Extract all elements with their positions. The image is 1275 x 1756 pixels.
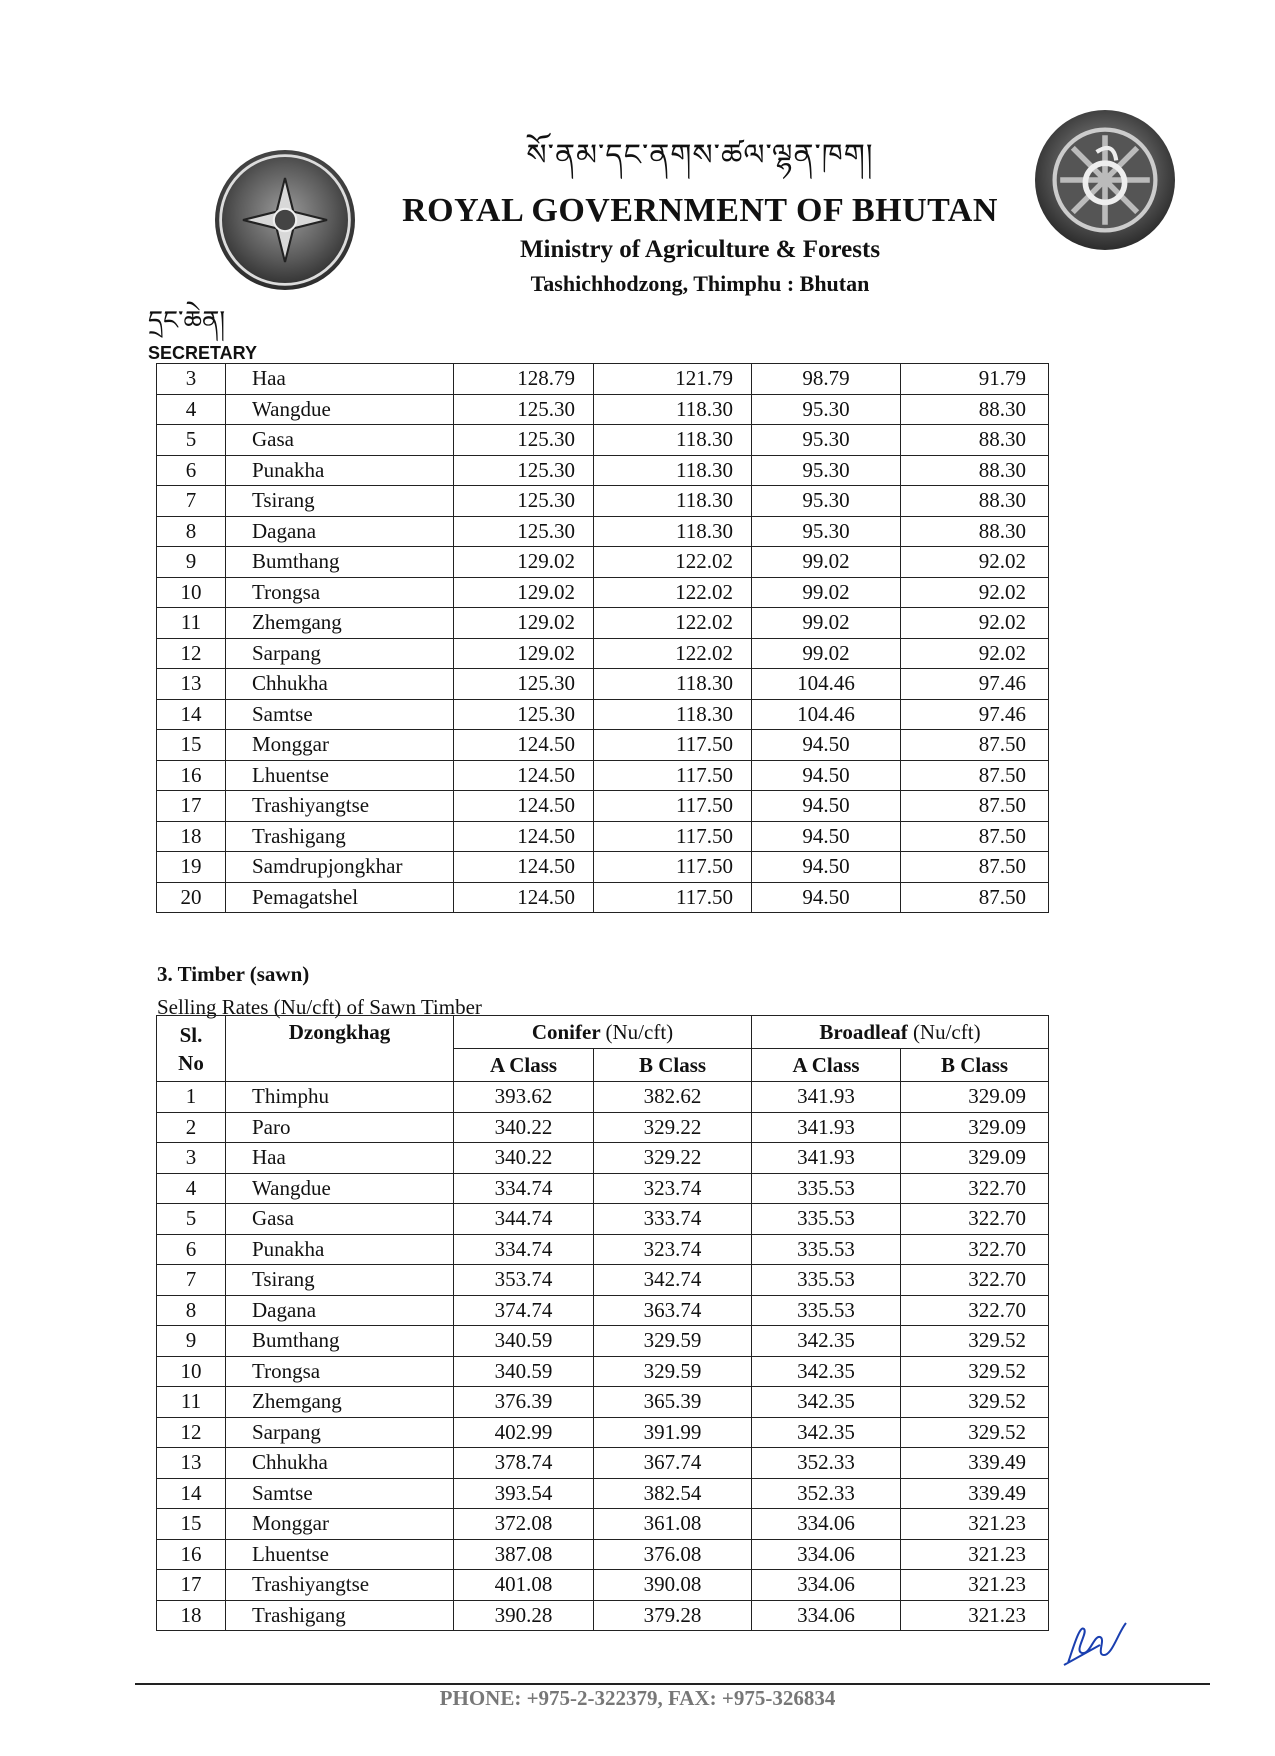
government-title: ROYAL GOVERNMENT OF BHUTAN bbox=[402, 192, 998, 229]
col-header-sl-line2: No bbox=[178, 1050, 204, 1075]
cell-value: 391.99 bbox=[594, 1417, 752, 1448]
cell-value: 94.50 bbox=[752, 852, 901, 883]
cell-value: 340.22 bbox=[454, 1112, 594, 1143]
cell-dzongkhag: Sarpang bbox=[226, 1417, 454, 1448]
table-row bbox=[157, 1295, 1049, 1326]
cell-dzongkhag: Dagana bbox=[226, 1295, 454, 1326]
cell-value: 329.52 bbox=[901, 1387, 1049, 1418]
cell-value: 387.08 bbox=[454, 1539, 594, 1570]
cell-value: 129.02 bbox=[454, 547, 594, 578]
cell-value: 94.50 bbox=[752, 730, 901, 761]
cell-value: 124.50 bbox=[454, 821, 594, 852]
table-row bbox=[157, 1204, 1049, 1235]
table-row bbox=[157, 730, 1049, 761]
cell-value: 118.30 bbox=[594, 516, 752, 547]
cell-dzongkhag: Trashigang bbox=[226, 1600, 454, 1631]
cell-value: 333.74 bbox=[594, 1204, 752, 1235]
cell-dzongkhag: Dagana bbox=[226, 516, 454, 547]
ministry-name: Ministry of Agriculture & Forests bbox=[519, 236, 881, 263]
col-header-conifer-a-class: A Class bbox=[454, 1049, 594, 1082]
table-row bbox=[157, 1143, 1049, 1174]
cell-sl: 15 bbox=[157, 730, 226, 761]
table-row bbox=[157, 638, 1049, 669]
cell-sl: 2 bbox=[157, 1112, 226, 1143]
cell-value: 95.30 bbox=[752, 455, 901, 486]
cell-value: 367.74 bbox=[594, 1448, 752, 1479]
cell-value: 124.50 bbox=[454, 852, 594, 883]
cell-value: 365.39 bbox=[594, 1387, 752, 1418]
table-row bbox=[157, 1173, 1049, 1204]
cell-value: 323.74 bbox=[594, 1173, 752, 1204]
cell-value: 344.74 bbox=[454, 1204, 594, 1235]
cell-value: 363.74 bbox=[594, 1295, 752, 1326]
cell-value: 94.50 bbox=[752, 882, 901, 913]
table-row bbox=[157, 1234, 1049, 1265]
cell-value: 87.50 bbox=[901, 791, 1049, 822]
table-row bbox=[157, 455, 1049, 486]
cell-value: 372.08 bbox=[454, 1509, 594, 1540]
cell-value: 98.79 bbox=[752, 364, 901, 395]
broadleaf-unit: (Nu/cft) bbox=[912, 1020, 981, 1044]
table-row bbox=[157, 547, 1049, 578]
cell-value: 341.93 bbox=[752, 1082, 901, 1113]
cell-value: 322.70 bbox=[901, 1234, 1049, 1265]
cell-value: 87.50 bbox=[901, 760, 1049, 791]
cell-value: 125.30 bbox=[454, 669, 594, 700]
cell-value: 334.74 bbox=[454, 1173, 594, 1204]
cell-value: 118.30 bbox=[594, 394, 752, 425]
cell-value: 125.30 bbox=[454, 516, 594, 547]
cell-dzongkhag: Punakha bbox=[226, 455, 454, 486]
table-row bbox=[157, 1509, 1049, 1540]
table-row bbox=[157, 1417, 1049, 1448]
cell-value: 321.23 bbox=[901, 1539, 1049, 1570]
cell-value: 104.46 bbox=[752, 699, 901, 730]
cell-sl: 10 bbox=[157, 1356, 226, 1387]
table-caption: Selling Rates (Nu/cft) of Sawn Timber bbox=[157, 995, 482, 1019]
cell-dzongkhag: Paro bbox=[226, 1112, 454, 1143]
cell-value: 122.02 bbox=[594, 577, 752, 608]
table-row bbox=[157, 1539, 1049, 1570]
cell-value: 329.22 bbox=[594, 1143, 752, 1174]
table-row bbox=[157, 1600, 1049, 1631]
cell-value: 94.50 bbox=[752, 791, 901, 822]
cell-value: 323.74 bbox=[594, 1234, 752, 1265]
table-row bbox=[157, 1265, 1049, 1296]
cell-value: 99.02 bbox=[752, 638, 901, 669]
cell-dzongkhag: Trongsa bbox=[226, 1356, 454, 1387]
cell-dzongkhag: Gasa bbox=[226, 425, 454, 456]
cell-dzongkhag: Tsirang bbox=[226, 1265, 454, 1296]
cell-value: 92.02 bbox=[901, 547, 1049, 578]
cell-dzongkhag: Lhuentse bbox=[226, 1539, 454, 1570]
cell-value: 335.53 bbox=[752, 1204, 901, 1235]
cell-value: 401.08 bbox=[454, 1570, 594, 1601]
table-row bbox=[157, 1478, 1049, 1509]
cell-value: 393.54 bbox=[454, 1478, 594, 1509]
cell-sl: 9 bbox=[157, 1326, 226, 1357]
cell-value: 335.53 bbox=[752, 1295, 901, 1326]
cell-value: 117.50 bbox=[594, 852, 752, 883]
cell-value: 124.50 bbox=[454, 791, 594, 822]
cell-value: 88.30 bbox=[901, 486, 1049, 517]
cell-value: 122.02 bbox=[594, 547, 752, 578]
broadleaf-label: Broadleaf bbox=[819, 1020, 908, 1044]
col-header-dzongkhag: Dzongkhag bbox=[226, 1016, 454, 1082]
cell-value: 88.30 bbox=[901, 394, 1049, 425]
table-row bbox=[157, 1326, 1049, 1357]
cell-value: 340.22 bbox=[454, 1143, 594, 1174]
cell-value: 87.50 bbox=[901, 821, 1049, 852]
cell-value: 376.08 bbox=[594, 1539, 752, 1570]
cell-value: 402.99 bbox=[454, 1417, 594, 1448]
cell-value: 339.49 bbox=[901, 1448, 1049, 1479]
cell-sl: 9 bbox=[157, 547, 226, 578]
conifer-label: Conifer bbox=[531, 1020, 601, 1044]
cell-value: 118.30 bbox=[594, 699, 752, 730]
table-row bbox=[157, 1356, 1049, 1387]
cell-sl: 8 bbox=[157, 1295, 226, 1326]
cell-value: 117.50 bbox=[594, 791, 752, 822]
col-header-broadleaf-a-class: A Class bbox=[752, 1049, 901, 1082]
table-row bbox=[157, 669, 1049, 700]
table-row bbox=[157, 821, 1049, 852]
cell-sl: 12 bbox=[157, 638, 226, 669]
cell-value: 342.74 bbox=[594, 1265, 752, 1296]
col-header-broadleaf bbox=[752, 1016, 1049, 1049]
cell-dzongkhag: Monggar bbox=[226, 1509, 454, 1540]
cell-value: 95.30 bbox=[752, 394, 901, 425]
cell-value: 352.33 bbox=[752, 1448, 901, 1479]
table-row bbox=[157, 577, 1049, 608]
cell-value: 342.35 bbox=[752, 1326, 901, 1357]
cell-dzongkhag: Haa bbox=[226, 1143, 454, 1174]
cell-dzongkhag: Zhemgang bbox=[226, 608, 454, 639]
cell-dzongkhag: Haa bbox=[226, 364, 454, 395]
cell-value: 122.02 bbox=[594, 608, 752, 639]
cell-value: 378.74 bbox=[454, 1448, 594, 1479]
table-row bbox=[157, 1448, 1049, 1479]
cell-value: 118.30 bbox=[594, 425, 752, 456]
sawn-timber-table bbox=[156, 1015, 1049, 1631]
cell-value: 352.33 bbox=[752, 1478, 901, 1509]
cell-value: 124.50 bbox=[454, 882, 594, 913]
cell-sl: 14 bbox=[157, 1478, 226, 1509]
cell-value: 92.02 bbox=[901, 638, 1049, 669]
cell-sl: 7 bbox=[157, 1265, 226, 1296]
handwritten-signature bbox=[1060, 1615, 1130, 1670]
cell-value: 335.53 bbox=[752, 1265, 901, 1296]
rates-table-continued bbox=[156, 363, 1049, 913]
cell-value: 125.30 bbox=[454, 699, 594, 730]
cell-dzongkhag: Gasa bbox=[226, 1204, 454, 1235]
col-header-conifer bbox=[454, 1016, 752, 1049]
cell-sl: 11 bbox=[157, 1387, 226, 1418]
table-row bbox=[157, 364, 1049, 395]
table-row bbox=[157, 1112, 1049, 1143]
cell-value: 117.50 bbox=[594, 882, 752, 913]
cell-value: 117.50 bbox=[594, 760, 752, 791]
cell-value: 335.53 bbox=[752, 1173, 901, 1204]
cell-value: 334.74 bbox=[454, 1234, 594, 1265]
cell-dzongkhag: Samtse bbox=[226, 1478, 454, 1509]
cell-value: 379.28 bbox=[594, 1600, 752, 1631]
cell-dzongkhag: Wangdue bbox=[226, 394, 454, 425]
ministry-address: Tashichhodzong, Thimphu : Bhutan bbox=[530, 271, 870, 296]
secretary-label: SECRETARY bbox=[148, 343, 258, 363]
cell-value: 104.46 bbox=[752, 669, 901, 700]
cell-sl: 3 bbox=[157, 364, 226, 395]
table-row bbox=[157, 852, 1049, 883]
cell-value: 329.09 bbox=[901, 1143, 1049, 1174]
cell-value: 118.30 bbox=[594, 486, 752, 517]
cell-sl: 13 bbox=[157, 669, 226, 700]
cell-value: 94.50 bbox=[752, 821, 901, 852]
cell-value: 121.79 bbox=[594, 364, 752, 395]
cell-dzongkhag: Trongsa bbox=[226, 577, 454, 608]
cell-sl: 4 bbox=[157, 1173, 226, 1204]
ministry-logo-icon bbox=[1035, 110, 1175, 250]
cell-value: 329.52 bbox=[901, 1417, 1049, 1448]
cell-sl: 18 bbox=[157, 821, 226, 852]
table-row bbox=[157, 699, 1049, 730]
footer-divider bbox=[135, 1683, 1210, 1685]
cell-value: 341.93 bbox=[752, 1112, 901, 1143]
cell-value: 361.08 bbox=[594, 1509, 752, 1540]
cell-value: 321.23 bbox=[901, 1600, 1049, 1631]
cell-value: 334.06 bbox=[752, 1509, 901, 1540]
cell-value: 117.50 bbox=[594, 821, 752, 852]
cell-value: 92.02 bbox=[901, 577, 1049, 608]
cell-dzongkhag: Punakha bbox=[226, 1234, 454, 1265]
cell-value: 321.23 bbox=[901, 1570, 1049, 1601]
cell-value: 125.30 bbox=[454, 455, 594, 486]
cell-dzongkhag: Bumthang bbox=[226, 547, 454, 578]
cell-sl: 15 bbox=[157, 1509, 226, 1540]
cell-value: 124.50 bbox=[454, 760, 594, 791]
cell-value: 390.08 bbox=[594, 1570, 752, 1601]
cell-dzongkhag: Trashiyangtse bbox=[226, 1570, 454, 1601]
cell-value: 334.06 bbox=[752, 1539, 901, 1570]
cell-sl: 4 bbox=[157, 394, 226, 425]
section-heading: 3. Timber (sawn) bbox=[157, 962, 310, 986]
cell-value: 390.28 bbox=[454, 1600, 594, 1631]
cell-sl: 1 bbox=[157, 1082, 226, 1113]
cell-value: 335.53 bbox=[752, 1234, 901, 1265]
cell-sl: 19 bbox=[157, 852, 226, 883]
cell-sl: 12 bbox=[157, 1417, 226, 1448]
cell-sl: 17 bbox=[157, 791, 226, 822]
cell-sl: 5 bbox=[157, 1204, 226, 1235]
cell-value: 124.50 bbox=[454, 730, 594, 761]
table-row bbox=[157, 608, 1049, 639]
cell-value: 99.02 bbox=[752, 608, 901, 639]
dzongkha-title: སོ་ནམ་དང་ནགས་ཚལ་ལྷན་ཁག། bbox=[526, 138, 874, 173]
cell-value: 95.30 bbox=[752, 516, 901, 547]
cell-value: 99.02 bbox=[752, 547, 901, 578]
cell-value: 118.30 bbox=[594, 455, 752, 486]
cell-value: 340.59 bbox=[454, 1326, 594, 1357]
cell-value: 340.59 bbox=[454, 1356, 594, 1387]
cell-sl: 6 bbox=[157, 1234, 226, 1265]
cell-value: 129.02 bbox=[454, 577, 594, 608]
cell-value: 122.02 bbox=[594, 638, 752, 669]
cell-value: 322.70 bbox=[901, 1265, 1049, 1296]
cell-value: 99.02 bbox=[752, 577, 901, 608]
cell-sl: 8 bbox=[157, 516, 226, 547]
national-emblem-icon bbox=[215, 150, 355, 290]
cell-value: 374.74 bbox=[454, 1295, 594, 1326]
cell-sl: 5 bbox=[157, 425, 226, 456]
cell-dzongkhag: Zhemgang bbox=[226, 1387, 454, 1418]
cell-value: 329.59 bbox=[594, 1326, 752, 1357]
cell-sl: 11 bbox=[157, 608, 226, 639]
conifer-unit: (Nu/cft) bbox=[605, 1020, 674, 1044]
cell-dzongkhag: Sarpang bbox=[226, 638, 454, 669]
cell-sl: 20 bbox=[157, 882, 226, 913]
cell-value: 322.70 bbox=[901, 1204, 1049, 1235]
cell-value: 118.30 bbox=[594, 669, 752, 700]
cell-dzongkhag: Wangdue bbox=[226, 1173, 454, 1204]
cell-value: 97.46 bbox=[901, 699, 1049, 730]
cell-value: 129.02 bbox=[454, 638, 594, 669]
cell-sl: 16 bbox=[157, 1539, 226, 1570]
table-row bbox=[157, 760, 1049, 791]
cell-value: 321.23 bbox=[901, 1509, 1049, 1540]
cell-value: 342.35 bbox=[752, 1387, 901, 1418]
cell-value: 329.09 bbox=[901, 1112, 1049, 1143]
cell-sl: 7 bbox=[157, 486, 226, 517]
cell-value: 117.50 bbox=[594, 730, 752, 761]
cell-value: 382.62 bbox=[594, 1082, 752, 1113]
table-row bbox=[157, 486, 1049, 517]
cell-value: 125.30 bbox=[454, 486, 594, 517]
cell-value: 353.74 bbox=[454, 1265, 594, 1296]
footer-contact: PHONE: +975-2-322379, FAX: +975-326834 bbox=[439, 1686, 836, 1710]
cell-value: 329.09 bbox=[901, 1082, 1049, 1113]
table-row bbox=[157, 394, 1049, 425]
cell-value: 376.39 bbox=[454, 1387, 594, 1418]
cell-dzongkhag: Samtse bbox=[226, 699, 454, 730]
cell-value: 94.50 bbox=[752, 760, 901, 791]
cell-dzongkhag: Bumthang bbox=[226, 1326, 454, 1357]
cell-sl: 14 bbox=[157, 699, 226, 730]
cell-value: 329.22 bbox=[594, 1112, 752, 1143]
cell-value: 129.02 bbox=[454, 608, 594, 639]
table-row bbox=[157, 1387, 1049, 1418]
cell-value: 339.49 bbox=[901, 1478, 1049, 1509]
cell-dzongkhag: Trashiyangtse bbox=[226, 791, 454, 822]
cell-value: 95.30 bbox=[752, 486, 901, 517]
cell-dzongkhag: Trashigang bbox=[226, 821, 454, 852]
cell-value: 88.30 bbox=[901, 425, 1049, 456]
cell-dzongkhag: Tsirang bbox=[226, 486, 454, 517]
cell-dzongkhag: Samdrupjongkhar bbox=[226, 852, 454, 883]
cell-dzongkhag: Chhukha bbox=[226, 1448, 454, 1479]
cell-value: 393.62 bbox=[454, 1082, 594, 1113]
cell-dzongkhag: Chhukha bbox=[226, 669, 454, 700]
col-header-broadleaf-b-class: B Class bbox=[901, 1049, 1049, 1082]
cell-value: 329.52 bbox=[901, 1326, 1049, 1357]
cell-value: 382.54 bbox=[594, 1478, 752, 1509]
cell-value: 95.30 bbox=[752, 425, 901, 456]
cell-value: 334.06 bbox=[752, 1600, 901, 1631]
cell-sl: 17 bbox=[157, 1570, 226, 1601]
cell-dzongkhag: Lhuentse bbox=[226, 760, 454, 791]
table-row bbox=[157, 791, 1049, 822]
cell-value: 92.02 bbox=[901, 608, 1049, 639]
cell-sl: 6 bbox=[157, 455, 226, 486]
cell-value: 87.50 bbox=[901, 852, 1049, 883]
cell-value: 322.70 bbox=[901, 1173, 1049, 1204]
cell-value: 88.30 bbox=[901, 516, 1049, 547]
col-header-conifer-b-class: B Class bbox=[594, 1049, 752, 1082]
cell-value: 97.46 bbox=[901, 669, 1049, 700]
cell-value: 342.35 bbox=[752, 1356, 901, 1387]
cell-value: 91.79 bbox=[901, 364, 1049, 395]
cell-value: 334.06 bbox=[752, 1570, 901, 1601]
cell-value: 88.30 bbox=[901, 455, 1049, 486]
col-header-sl bbox=[157, 1016, 226, 1082]
cell-dzongkhag: Pemagatshel bbox=[226, 882, 454, 913]
col-header-sl-line1: Sl. bbox=[179, 1022, 203, 1047]
dzongkha-signature-label: དྲང་ཆེན། bbox=[148, 306, 226, 336]
cell-value: 125.30 bbox=[454, 394, 594, 425]
table-row bbox=[157, 882, 1049, 913]
cell-value: 87.50 bbox=[901, 730, 1049, 761]
cell-sl: 13 bbox=[157, 1448, 226, 1479]
cell-value: 322.70 bbox=[901, 1295, 1049, 1326]
cell-sl: 10 bbox=[157, 577, 226, 608]
table-row bbox=[157, 1082, 1049, 1113]
cell-value: 125.30 bbox=[454, 425, 594, 456]
cell-value: 342.35 bbox=[752, 1417, 901, 1448]
table-row bbox=[157, 516, 1049, 547]
cell-value: 87.50 bbox=[901, 882, 1049, 913]
cell-sl: 18 bbox=[157, 1600, 226, 1631]
cell-value: 341.93 bbox=[752, 1143, 901, 1174]
cell-value: 329.59 bbox=[594, 1356, 752, 1387]
table-row bbox=[157, 425, 1049, 456]
cell-sl: 3 bbox=[157, 1143, 226, 1174]
cell-sl: 16 bbox=[157, 760, 226, 791]
cell-dzongkhag: Monggar bbox=[226, 730, 454, 761]
cell-dzongkhag: Thimphu bbox=[226, 1082, 454, 1113]
cell-value: 329.52 bbox=[901, 1356, 1049, 1387]
cell-value: 128.79 bbox=[454, 364, 594, 395]
table-row bbox=[157, 1570, 1049, 1601]
